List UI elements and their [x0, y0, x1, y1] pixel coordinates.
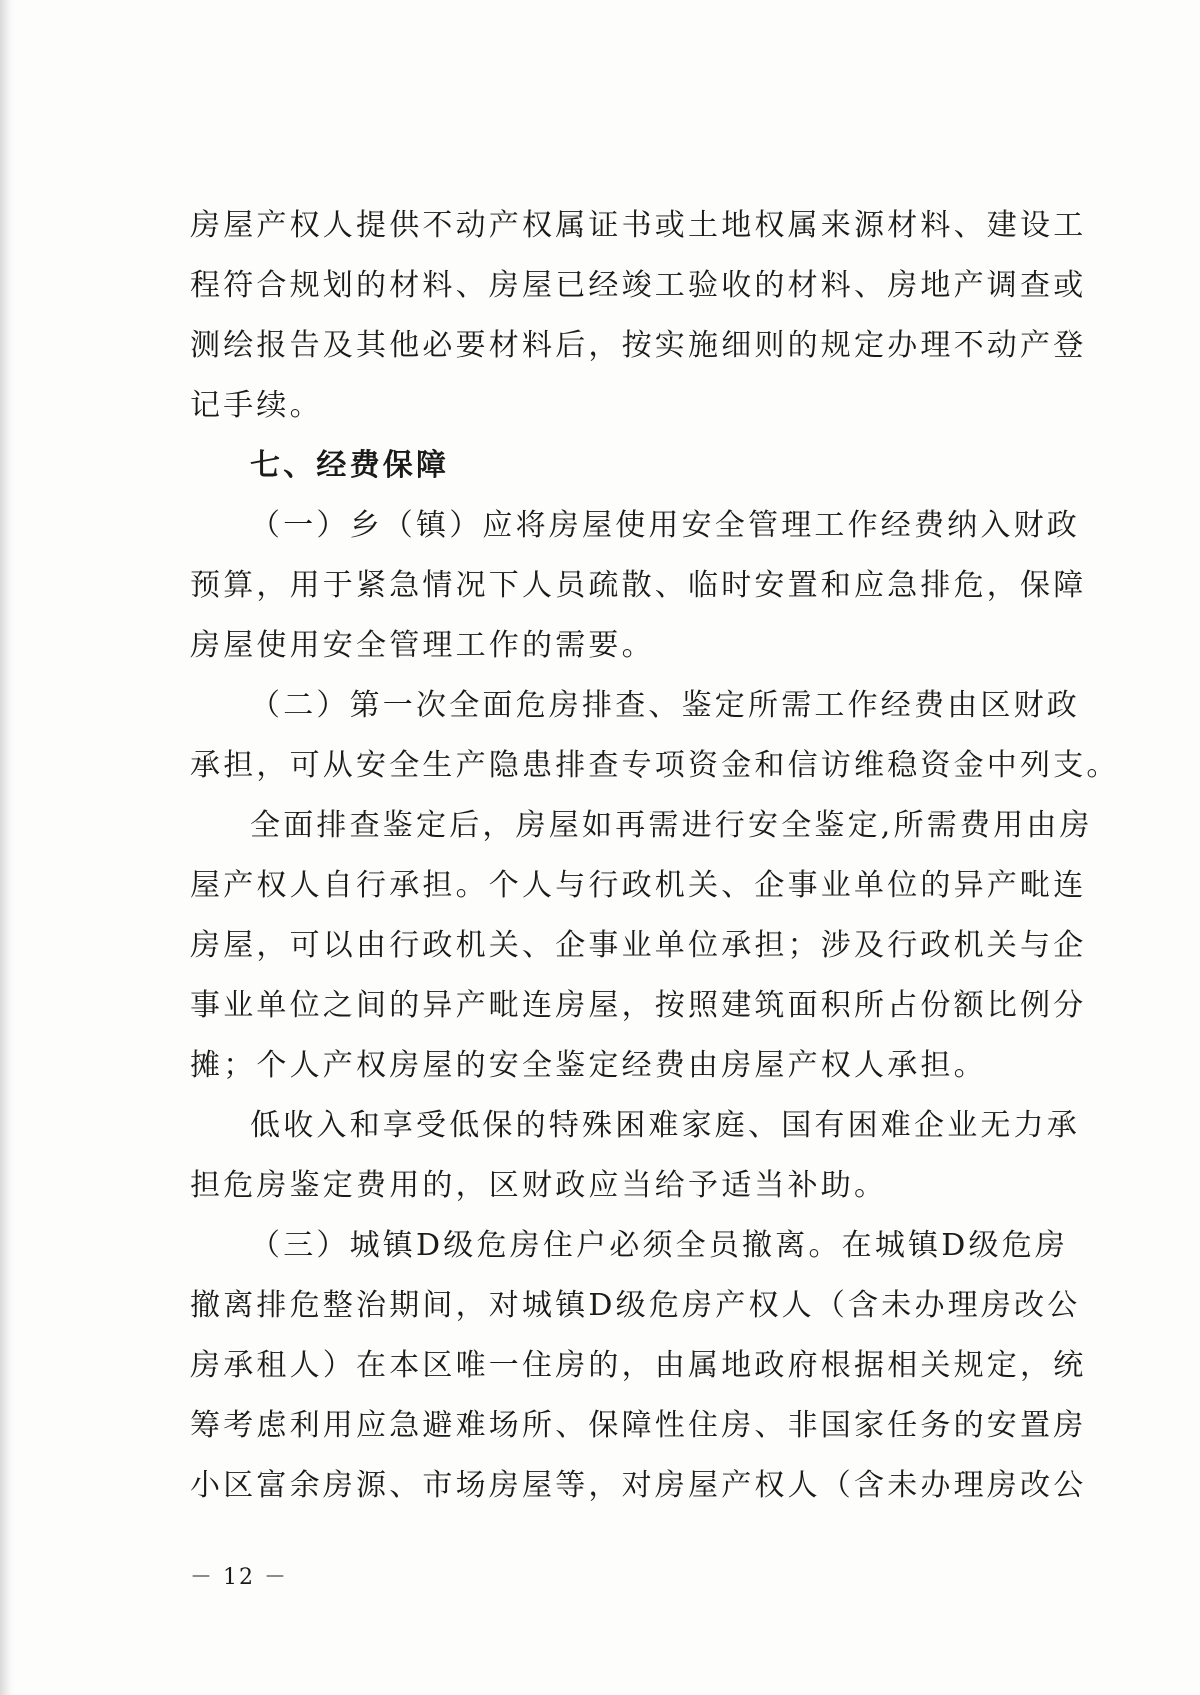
text-line: 房承租人）在本区唯一住房的，由属地政府根据相关规定，统 — [190, 1348, 1087, 1383]
paragraph-registration — [190, 196, 1087, 436]
text-line: 房屋，可以由行政机关、企事业单位承担；涉及行政机关与企 — [190, 928, 1087, 963]
paragraph-item-2 — [190, 676, 1120, 796]
document-body — [190, 196, 1120, 1516]
paragraph-item-1 — [190, 496, 1087, 676]
text-line: 屋产权人自行承担。个人与行政机关、企事业单位的异产毗连 — [190, 868, 1087, 903]
text-line: 筹考虑利用应急避难场所、保障性住房、非国家任务的安置房 — [190, 1408, 1087, 1443]
paragraph-item-3 — [190, 1216, 1087, 1516]
text-line: 小区富余房源、市场房屋等，对房屋产权人（含未办理房改公 — [190, 1468, 1087, 1503]
text-line: 测绘报告及其他必要材料后，按实施细则的规定办理不动产登 — [190, 328, 1087, 363]
text-line: 全面排查鉴定后，房屋如再需进行安全鉴定,所需费用由房 — [250, 808, 1093, 843]
text-line: 承担，可从安全生产隐患排查专项资金和信访维稳资金中列支。 — [190, 748, 1120, 783]
text-line: 预算，用于紧急情况下人员疏散、临时安置和应急排危，保障 — [190, 568, 1087, 603]
text-line: 摊；个人产权房屋的安全鉴定经费由房屋产权人承担。 — [190, 1048, 987, 1083]
text-line: 事业单位之间的异产毗连房屋，按照建筑面积所占份额比例分 — [190, 988, 1087, 1023]
text-line: （二）第一次全面危房排查、鉴定所需工作经费由区财政 — [250, 688, 1080, 723]
scan-edge-shadow — [0, 0, 14, 1695]
paragraph-appraisal-costs — [190, 796, 1093, 1096]
text-line: （三）城镇D级危房住户必须全员撤离。在城镇D级危房 — [250, 1228, 1069, 1263]
text-line: （一）乡（镇）应将房屋使用安全管理工作经费纳入财政 — [250, 508, 1080, 543]
text-line: 程符合规划的材料、房屋已经竣工验收的材料、房地产调查或 — [190, 268, 1087, 303]
text-line: 记手续。 — [190, 388, 323, 423]
section-heading: 七、经费保障 — [250, 448, 450, 483]
page-number: － 12 － — [190, 1565, 288, 1590]
text-line: 房屋使用安全管理工作的需要。 — [190, 628, 655, 663]
text-line: 担危房鉴定费用的，区财政应当给予适当补助。 — [190, 1168, 888, 1203]
text-line: 房屋产权人提供不动产权属证书或土地权属来源材料、建设工 — [190, 208, 1087, 243]
paragraph-subsidy — [190, 1096, 1080, 1216]
text-line: 撤离排危整治期间，对城镇D级危房产权人（含未办理房改公 — [190, 1288, 1081, 1323]
section-heading-funding — [190, 436, 1028, 496]
text-line: 低收入和享受低保的特殊困难家庭、国有困难企业无力承 — [250, 1108, 1080, 1143]
